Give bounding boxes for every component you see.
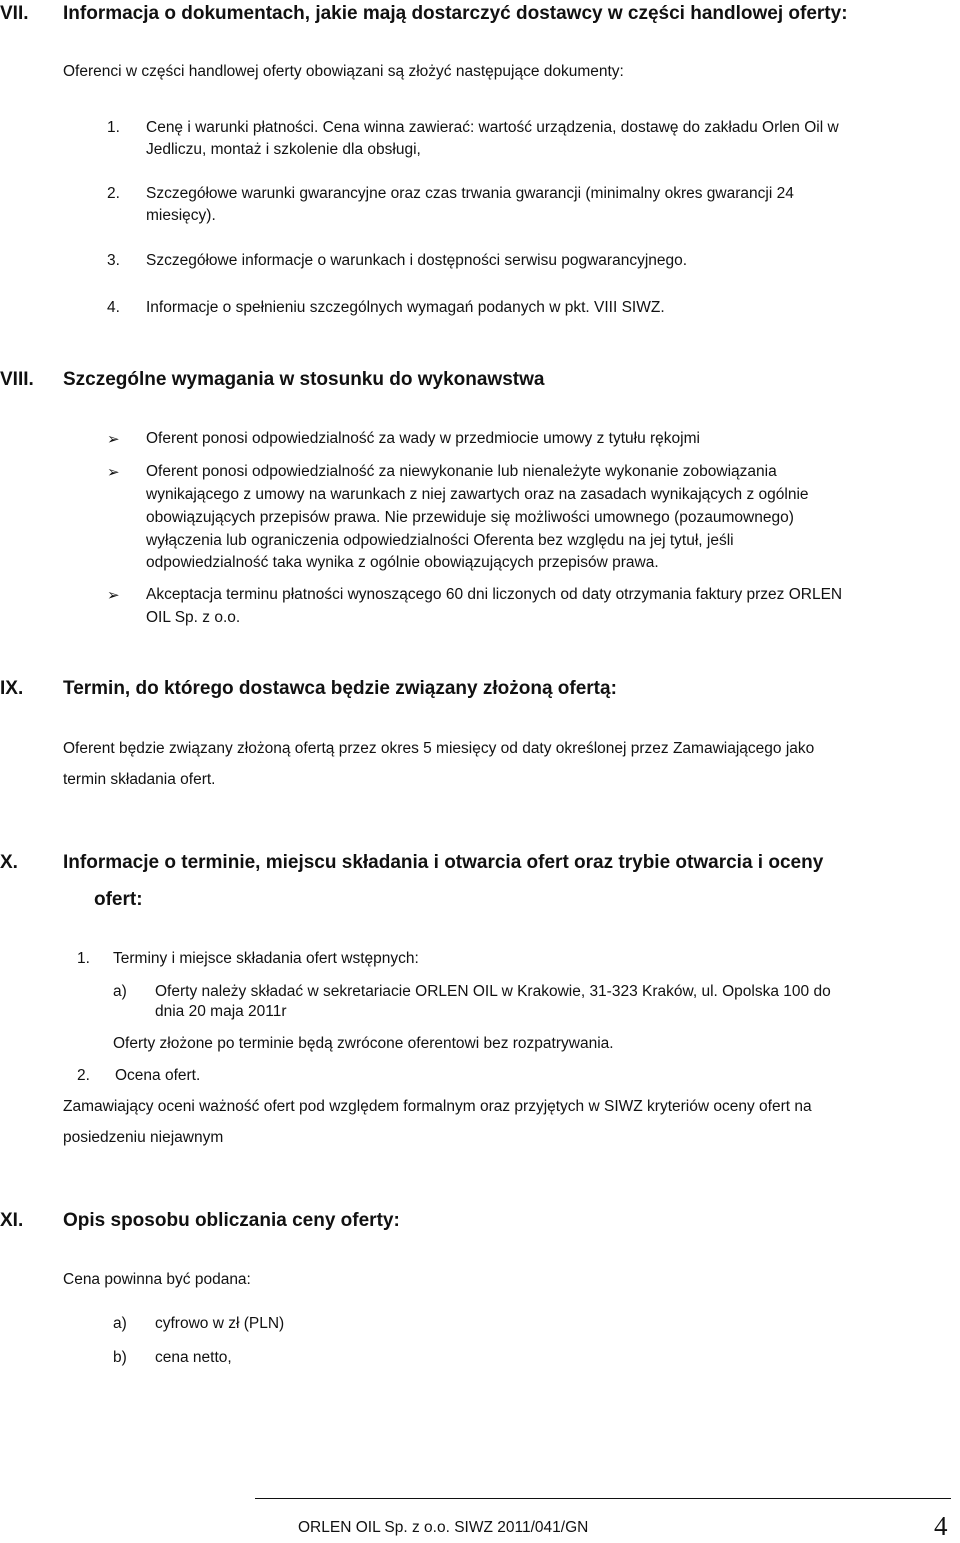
- bullet-text-cont: wyłączenia lub ograniczenia odpowiedzialności Oferenta bez względu na jej tytuł, jeśli: [146, 532, 734, 549]
- list-item: Szczegółowe warunki gwarancyjne oraz czas trwania gwarancji (minimalny okres gwarancji 24: [146, 185, 794, 202]
- section-title: Informacja o dokumentach, jakie mają dostarczyć dostawcy w części handlowej oferty:: [63, 3, 848, 24]
- section-number: VIII.: [0, 369, 34, 390]
- section-title: Szczególne wymagania w stosunku do wykonawstwa: [63, 369, 545, 390]
- paragraph-cont: termin składania ofert.: [63, 771, 216, 788]
- section-number: VII.: [0, 3, 29, 24]
- bullet-text: Akceptacja terminu płatności wynoszącego 60 dni liczonych od daty otrzymania faktury przez ORLEN: [146, 586, 843, 603]
- section-number: IX.: [0, 678, 24, 699]
- list-number: 1.: [77, 950, 90, 967]
- paragraph: Zamawiający oceni ważność ofert pod względem formalnym oraz przyjętych w SIWZ kryteriów oceny ofert na: [63, 1098, 812, 1115]
- arrow-bullet-icon: ➢: [107, 464, 120, 481]
- list-item-cont: Jedliczu, montaż i szkolenie dla obsługi,: [146, 141, 421, 158]
- list-item: Cenę i warunki płatności. Cena winna zawierać: wartość urządzenia, dostawę do zakładu Orlen Oil w: [146, 119, 839, 136]
- bullet-text: Oferent ponosi odpowiedzialność za wady w przedmiocie umowy z tytułu rękojmi: [146, 430, 700, 447]
- bullet-text-cont: wynikającego z umowy na warunkach z niej zawartych oraz na zasadach wynikających z ogólnie: [146, 486, 809, 503]
- arrow-bullet-icon: ➢: [107, 431, 120, 448]
- list-number: 4.: [107, 299, 120, 316]
- bullet-text-cont: obowiązujących przepisów prawa. Nie przewiduje się możliwości umownego (pozaumownego): [146, 509, 794, 526]
- section-title: Informacje o terminie, miejscu składania i otwarcia ofert oraz trybie otwarcia i oceny: [63, 852, 824, 873]
- footer-text: ORLEN OIL Sp. z o.o. SIWZ 2011/041/GN: [298, 1519, 589, 1536]
- bullet-text-cont: OIL Sp. z o.o.: [146, 609, 241, 626]
- paragraph: Oferent będzie związany złożoną ofertą przez okres 5 miesięcy od daty określonej przez Zamawiającego jako: [63, 740, 815, 757]
- list-number: 3.: [107, 252, 120, 269]
- paragraph-cont: posiedzeniu niejawnym: [63, 1129, 224, 1146]
- sub-item: cyfrowo w zł (PLN): [155, 1315, 285, 1332]
- footer-divider: [255, 1498, 951, 1499]
- list-number: 2.: [107, 185, 120, 202]
- list-item: Informacje o spełnieniu szczególnych wymagań podanych w pkt. VIII SIWZ.: [146, 299, 665, 316]
- section-title-cont: ofert:: [94, 889, 143, 910]
- list-item: Ocena ofert.: [115, 1067, 201, 1084]
- sub-item-label: a): [113, 1315, 127, 1332]
- section-title: Opis sposobu obliczania ceny oferty:: [63, 1210, 400, 1231]
- bullet-text: Oferent ponosi odpowiedzialność za niewykonanie lub nienależyte wykonanie zobowiązania: [146, 463, 777, 480]
- section-title: Termin, do którego dostawca będzie związany złożoną ofertą:: [63, 678, 617, 699]
- sub-item-label: b): [113, 1349, 127, 1366]
- section-number: X.: [0, 852, 18, 873]
- section-number: XI.: [0, 1210, 24, 1231]
- sub-item-label: a): [113, 983, 127, 1000]
- list-item: Terminy i miejsce składania ofert wstępnych:: [113, 950, 419, 967]
- paragraph: Cena powinna być podana:: [63, 1271, 251, 1288]
- sub-item: Oferty należy składać w sekretariacie ORLEN OIL w Krakowie, 31-323 Kraków, ul. Opolska 100 do: [155, 983, 831, 1000]
- sub-item-cont: dnia 20 maja 2011r: [155, 1003, 287, 1020]
- list-item-cont: miesięcy).: [146, 207, 216, 224]
- arrow-bullet-icon: ➢: [107, 587, 120, 604]
- note: Oferty złożone po terminie będą zwrócone oferentowi bez rozpatrywania.: [113, 1035, 614, 1052]
- bullet-text-cont: odpowiedzialność taka wynika z ogólnie obowiązujących przepisów prawa.: [146, 554, 659, 571]
- page-number: 4: [934, 1511, 948, 1541]
- paragraph: Oferenci w części handlowej oferty obowiązani są złożyć następujące dokumenty:: [63, 63, 624, 80]
- list-item: Szczegółowe informacje o warunkach i dostępności serwisu pogwarancyjnego.: [146, 252, 688, 269]
- sub-item: cena netto,: [155, 1349, 232, 1366]
- list-number: 2.: [77, 1067, 90, 1084]
- list-number: 1.: [107, 119, 120, 136]
